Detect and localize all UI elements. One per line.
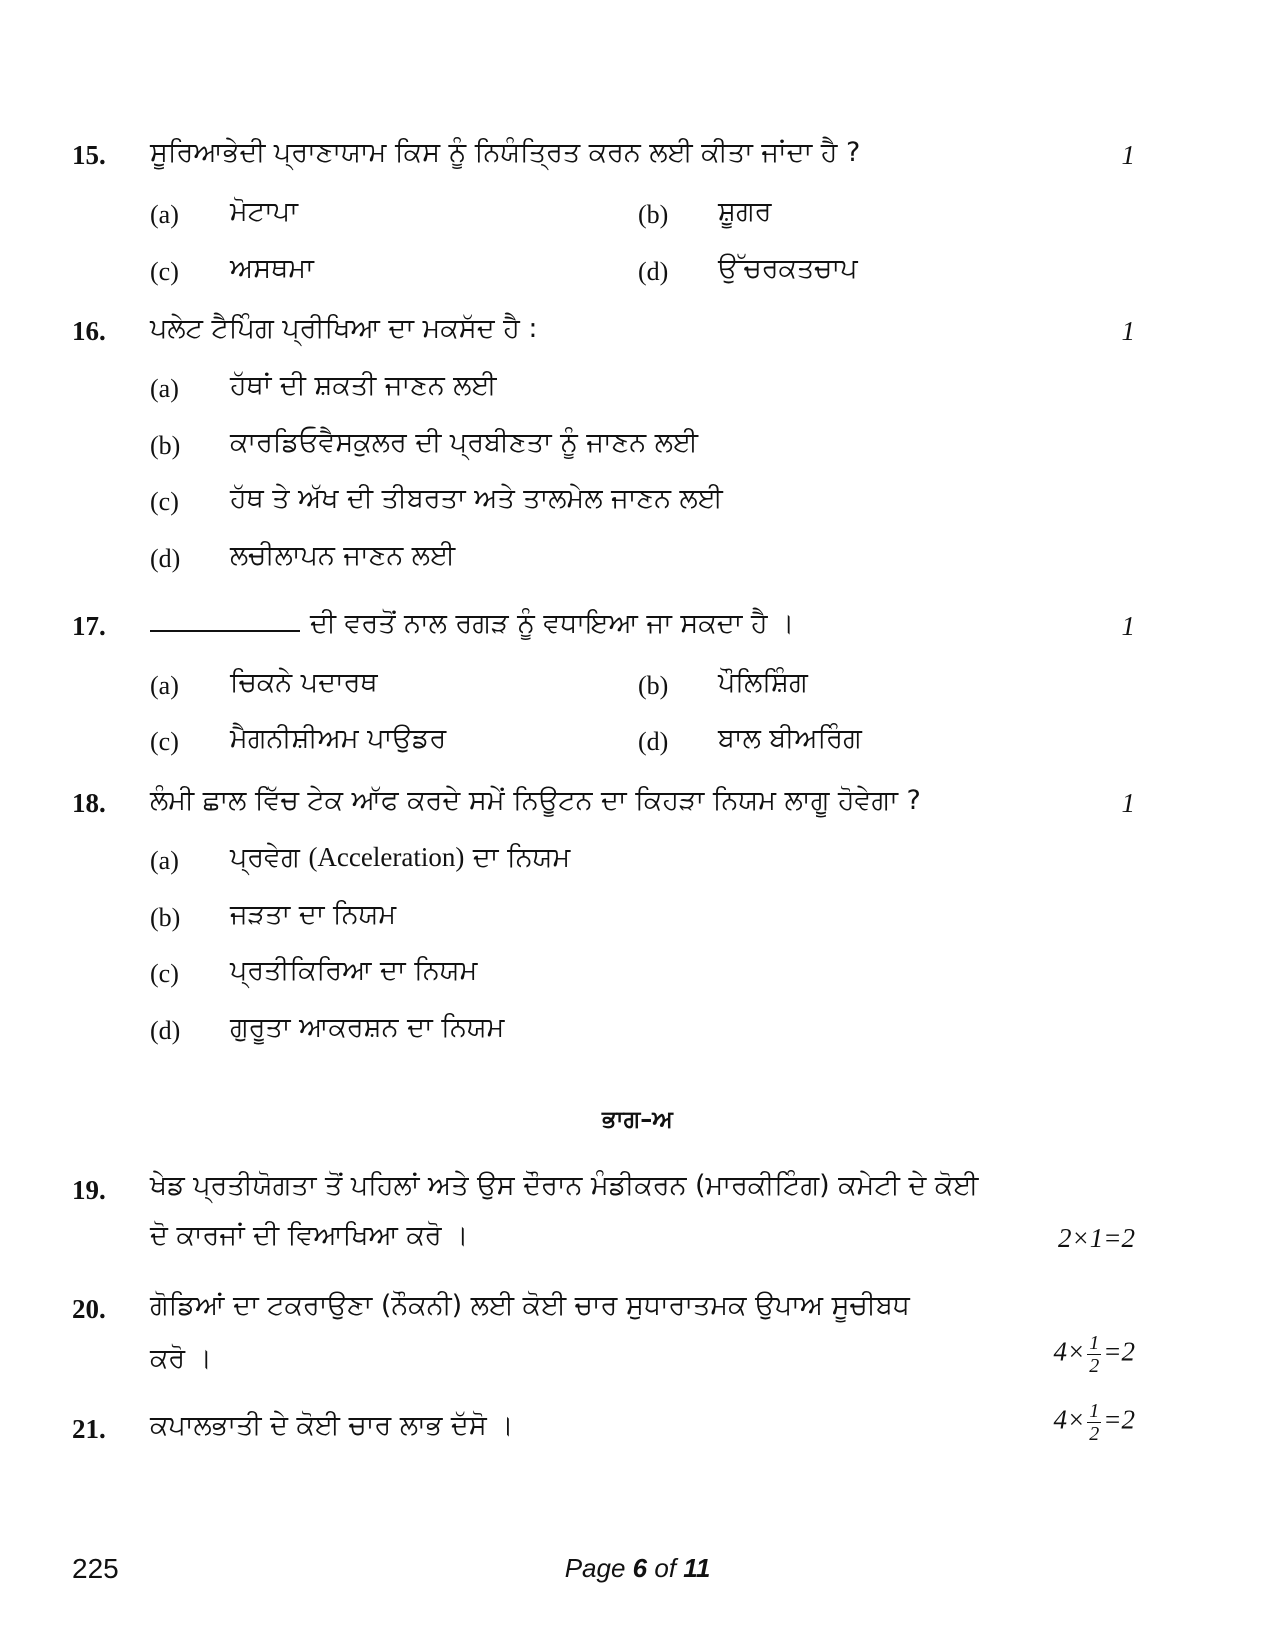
fraction-half [1087, 1332, 1101, 1377]
option-label: (d) [150, 1016, 181, 1045]
option-text: ਹੱਥ ਤੇ ਅੱਖ ਦੀ ਤੀਬਰਤਾ ਅਤੇ ਤਾਲਮੇਲ ਜਾਣਨ ਲਈ [230, 483, 723, 514]
marks-part: 4× [1053, 1404, 1086, 1435]
question-number: 18. [72, 788, 106, 818]
option-text: ਹੱਥਾਂ ਦੀ ਸ਼ਕਤੀ ਜਾਣਨ ਲਈ [230, 370, 497, 401]
question-text: ਸੂਰਿਆਭੇਦੀ ਪ੍ਰਾਣਾਯਾਮ ਕਿਸ ਨੂੰ ਨਿਯੰਤ੍ਰਿਤ ਕਰਨ ਲਈ ਕੀਤਾ ਜਾਂਦਾ ਹੈ ? [150, 137, 861, 168]
question-marks: 2×1=2 [1058, 1223, 1135, 1253]
option-label: (b) [150, 431, 181, 460]
question-text: ਦੋ ਕਾਰਜਾਂ ਦੀ ਵਿਆਖਿਆ ਕਰੋ । [150, 1220, 469, 1251]
question-text: ਕਪਾਲਭਾਤੀ ਦੇ ਕੋਈ ਚਾਰ ਲਾਭ ਦੱਸੋ । [150, 1410, 514, 1441]
option-text [230, 842, 570, 874]
marks-part: =2 [1103, 1404, 1135, 1435]
question-marks [1054, 1332, 1135, 1377]
page-of: of [654, 1553, 677, 1583]
question-number: 17. [72, 611, 106, 641]
question-text: ਪਲੇਟ ਟੈਪਿੰਗ ਪ੍ਰੀਖਿਆ ਦਾ ਮਕਸੱਦ ਹੈ : [150, 313, 538, 344]
section-heading: ਭਾਗ–ਅ [602, 1105, 673, 1133]
option-label: (c) [150, 487, 179, 516]
question-number: 20. [72, 1294, 106, 1324]
question-marks: 1 [1121, 788, 1135, 818]
option-text: ਉੱਚਰਕਤਚਾਪ [718, 253, 858, 284]
fraction-numerator: 1 [1089, 1332, 1100, 1354]
question-number: 15. [72, 140, 106, 170]
fraction-half [1087, 1400, 1101, 1445]
option-text: ਜੜਤਾ ਦਾ ਨਿਯਮ [230, 899, 397, 930]
option-text: ਮੋਟਾਪਾ [230, 196, 298, 227]
question-text: ਦੀ ਵਰਤੋਂ ਨਾਲ ਰਗੜ ਨੂੰ ਵਧਾਇਆ ਜਾ ਸਕਦਾ ਹੈ । [310, 608, 795, 639]
option-text: ਸ਼ੂਗਰ [718, 196, 772, 227]
option-label: (a) [150, 846, 179, 875]
option-label: (c) [150, 727, 179, 756]
question-marks: 1 [1121, 316, 1135, 346]
marks-part: 4× [1053, 1336, 1086, 1367]
option-label: (a) [150, 671, 179, 700]
option-text: ਬਾਲ ਬੀਅਰਿੰਗ [718, 723, 862, 754]
marks-part: =2 [1103, 1336, 1135, 1367]
page-current: 6 [632, 1553, 648, 1583]
option-label: (b) [638, 671, 669, 700]
fraction-numerator: 1 [1089, 1400, 1100, 1422]
option-text-part: ਦਾ ਨਿਯਮ [464, 842, 571, 873]
option-text: ਲਚੀਲਾਪਨ ਜਾਣਨ ਲਈ [230, 540, 456, 571]
option-text: ਅਸਥਮਾ [230, 253, 314, 284]
fraction-denominator: 2 [1089, 1423, 1100, 1445]
option-text-latin: (Acceleration) [308, 842, 465, 872]
option-text: ਚਿਕਨੇ ਪਦਾਰਥ [230, 667, 378, 698]
question-text: ਖੇਡ ਪ੍ਰਤੀਯੋਗਤਾ ਤੋਂ ਪਹਿਲਾਂ ਅਤੇ ਉਸ ਦੌਰਾਨ ਮੰਡੀਕਰਨ (ਮਾਰਕੀਟਿੰਗ) ਕਮੇਟੀ ਦੇ ਕੋਈ [150, 1170, 979, 1201]
option-text-part: ਪ੍ਰਵੇਗ [230, 842, 309, 873]
option-label: (c) [150, 959, 179, 988]
option-text: ਮੈਗਨੀਸ਼ੀਅਮ ਪਾਉਡਰ [230, 723, 447, 754]
option-label: (d) [638, 257, 669, 286]
question-marks [1054, 1400, 1135, 1445]
page-word: Page [564, 1553, 626, 1583]
question-number: 19. [72, 1175, 106, 1205]
option-text: ਗੁਰੂਤਾ ਆਕਰਸ਼ਨ ਦਾ ਨਿਯਮ [230, 1012, 505, 1043]
option-text: ਪ੍ਰਤੀਕਿਰਿਆ ਦਾ ਨਿਯਮ [230, 955, 478, 986]
question-marks: 1 [1121, 611, 1135, 641]
option-label: (a) [150, 374, 179, 403]
question-text-line [150, 608, 794, 640]
question-text: ਗੋਡਿਆਂ ਦਾ ਟਕਰਾਉਣਾ (ਨੌਕਨੀ) ਲਈ ਕੋਈ ਚਾਰ ਸੁਧਾਰਾਤਮਕ ਉਪਾਅ ਸੂਚੀਬਧ [150, 1290, 910, 1321]
question-text: ਲੰਮੀ ਛਾਲ ਵਿੱਚ ਟੇਕ ਆੱਫ ਕਰਦੇ ਸਮੇਂ ਨਿਊਟਨ ਦਾ ਕਿਹੜਾ ਨਿਯਮ ਲਾਗੂ ਹੋਵੇਗਾ ? [150, 785, 921, 816]
option-label: (a) [150, 200, 179, 229]
option-label: (b) [638, 200, 669, 229]
option-text: ਕਾਰਡਿਓਵੈਸਕੁਲਰ ਦੀ ਪ੍ਰਬੀਣਤਾ ਨੂੰ ਜਾਣਨ ਲਈ [230, 427, 699, 458]
option-label: (d) [638, 727, 669, 756]
option-label: (c) [150, 257, 179, 286]
option-label: (d) [150, 544, 181, 573]
option-text: ਪੌਲਿਸ਼ਿੰਗ [718, 667, 808, 698]
fraction-denominator: 2 [1089, 1355, 1100, 1377]
paper-code: 225 [72, 1553, 119, 1584]
question-marks: 1 [1121, 140, 1135, 170]
page-total: 11 [683, 1553, 711, 1583]
fill-in-blank [150, 629, 300, 632]
question-number: 16. [72, 316, 106, 346]
option-label: (b) [150, 903, 181, 932]
question-number: 21. [72, 1414, 106, 1444]
question-text: ਕਰੋ । [150, 1343, 212, 1374]
page-number [0, 1553, 1275, 1584]
